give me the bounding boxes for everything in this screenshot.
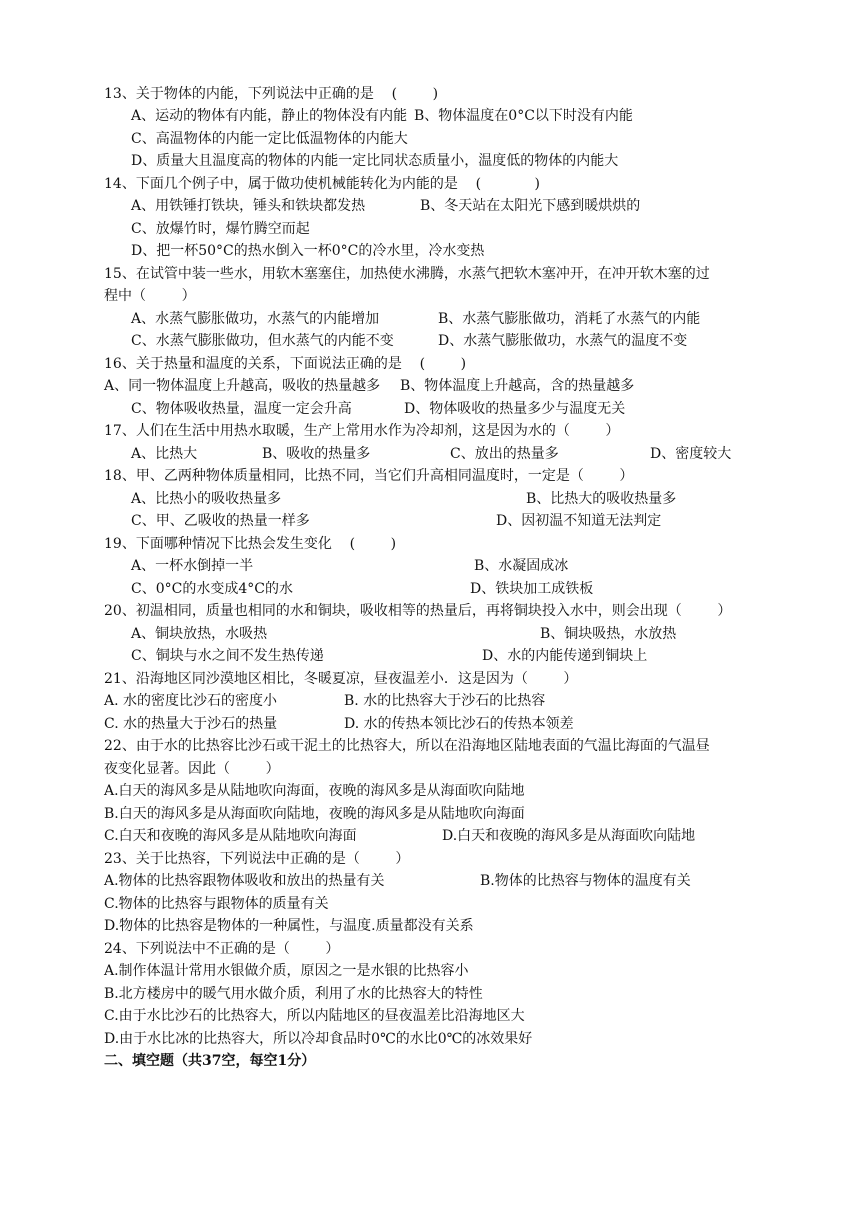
question-21-option-c: C. 水的热量大于沙石的热量	[104, 716, 278, 732]
question-20-option-b: B、铜块吸热，水放热	[540, 626, 677, 642]
question-21-option-a: A. 水的密度比沙石的密度小	[104, 693, 278, 709]
question-13-stem: 13、关于物体的内能，下列说法中正确的是 ( )	[104, 86, 439, 102]
question-24-option-d: D.由于水比冰的比热容大，所以冷却食品时0℃的水比0℃的冰效果好	[104, 1031, 533, 1047]
question-21-option-d: D. 水的传热本领比沙石的传热本领差	[344, 716, 574, 732]
question-20-option-c: C、铜块与水之间不发生热传递	[131, 648, 324, 664]
question-22-option-a: A.白天的海风多是从陆地吹向海面，夜晚的海风多是从海面吹向陆地	[104, 783, 525, 799]
question-15-option-d: D、水蒸气膨胀做功，水蒸气的温度不变	[438, 333, 688, 349]
question-15-option-b: B、水蒸气膨胀做功，消耗了水蒸气的内能	[438, 311, 701, 327]
question-24-option-b: B.北方楼房中的暖气用水做介质，利用了水的比热容大的特性	[104, 986, 483, 1002]
question-15-stem-line1: 15、在试管中装一些水，用软木塞塞住，加热使水沸腾，水蒸气把软木塞冲开，在冲开软木塞的过	[104, 266, 710, 282]
question-14-option-d: D、把一杯50°C的热水倒入一杯0°C的冷水里，冷水变热	[131, 243, 485, 259]
question-17-stem: 17、人们在生活中用热水取暖，生产上常用水作为冷却剂，这是因为水的（ ）	[104, 423, 620, 439]
question-23-option-b: B.物体的比热容与物体的温度有关	[480, 873, 691, 889]
question-17-option-b: B、吸收的热量多	[262, 446, 371, 462]
question-17-option-d: D、密度较大	[650, 446, 732, 462]
question-14-stem: 14、下面几个例子中，属于做功使机械能转化为内能的是 ( )	[104, 176, 540, 192]
question-17-option-c: C、放出的热量多	[450, 446, 559, 462]
question-22-option-d: D.白天和夜晚的海风多是从海面吹向陆地	[442, 828, 696, 844]
question-23-option-a: A.物体的比热容跟物体吸收和放出的热量有关	[104, 873, 385, 889]
question-13-option-d: D、质量大且温度高的物体的内能一定比同状态质量小，温度低的物体的内能大	[131, 153, 619, 169]
question-20-option-a: A、铜块放热，水吸热	[131, 626, 268, 642]
question-18-option-a: A、比热小的吸收热量多	[131, 491, 282, 507]
question-15-option-c: C、水蒸气膨胀做功，但水蒸气的内能不变	[131, 333, 394, 349]
question-20-option-d: D、水的内能传递到铜块上	[482, 648, 648, 664]
question-19-option-d: D、铁块加工成铁板	[470, 581, 594, 597]
question-24-stem: 24、下列说法中不正确的是（ ）	[104, 941, 340, 957]
question-14-option-c: C、放爆竹时，爆竹腾空而起	[131, 221, 310, 237]
question-15-stem-line2: 程中（ ）	[104, 288, 196, 304]
question-23-option-d: D.物体的比热容是物体的一种属性，与温度.质量都没有关系	[104, 918, 474, 934]
question-19-stem: 19、下面哪种情况下比热会发生变化 ( )	[104, 536, 397, 552]
question-23-stem: 23、关于比热容，下列说法中正确的是（ ）	[104, 851, 410, 867]
question-22-stem-line1: 22、由于水的比热容比沙石或干泥土的比热容大，所以在沿海地区陆地表面的气温比海面的气温昼	[104, 738, 710, 754]
question-19-option-b: B、水凝固成冰	[474, 558, 569, 574]
question-24-option-a: A.制作体温计常用水银做介质，原因之一是水银的比热容小	[104, 963, 469, 979]
question-23-option-c: C.物体的比热容与跟物体的质量有关	[104, 896, 329, 912]
question-16-option-b: B、物体温度上升越高，含的热量越多	[400, 378, 635, 394]
question-16-option-d: D、物体吸收的热量多少与温度无关	[404, 401, 626, 417]
question-19-option-c: C、0°C的水变成4°C的水	[131, 581, 293, 597]
question-17-option-a: A、比热大	[131, 446, 198, 462]
question-14-option-b: B、冬天站在太阳光下感到暖烘烘的	[420, 198, 641, 214]
question-18-stem: 18、甲、乙两种物体质量相同，比热不同，当它们升高相同温度时，一定是（ ）	[104, 468, 634, 484]
question-22-option-c: C.白天和夜晚的海风多是从陆地吹向海面	[104, 828, 357, 844]
question-18-option-b: B、比热大的吸收热量多	[526, 491, 677, 507]
question-13-option-a: A、运动的物体有内能，静止的物体没有内能	[131, 108, 408, 124]
question-16-stem: 16、关于热量和温度的关系，下面说法正确的是 ( )	[104, 356, 467, 372]
question-14-option-a: A、用铁锤打铁块，锤头和铁块都发热	[131, 198, 366, 214]
question-16-option-c: C、物体吸收热量，温度一定会升高	[131, 401, 352, 417]
question-13-option-c: C、高温物体的内能一定比低温物体的内能大	[131, 131, 408, 147]
question-18-option-c: C、甲、乙吸收的热量一样多	[131, 513, 310, 529]
question-24-option-c: C.由于水比沙石的比热容大，所以内陆地区的昼夜温差比沿海地区大	[104, 1008, 525, 1024]
section-2-heading: 二、填空题（共37空，每空1分）	[104, 1053, 316, 1069]
question-21-option-b: B. 水的比热容大于沙石的比热容	[344, 693, 546, 709]
question-20-stem: 20、初温相同，质量也相同的水和铜块，吸收相等的热量后，再将铜块投入水中，则会出现（ ）	[104, 603, 732, 619]
question-16-option-a: A、同一物体温度上升越高，吸收的热量越多	[104, 378, 381, 394]
question-21-stem: 21、沿海地区同沙漠地区相比，冬暖夏凉，昼夜温差小．这是因为（ ）	[104, 671, 578, 687]
question-18-option-d: D、因初温不知道无法判定	[496, 513, 662, 529]
question-15-option-a: A、水蒸气膨胀做功，水蒸气的内能增加	[131, 311, 380, 327]
question-22-stem-line2: 夜变化显著。因此（ ）	[104, 761, 280, 777]
question-13-option-b: B、物体温度在0°C以下时没有内能	[414, 108, 633, 124]
question-22-option-b: B.白天的海风多是从海面吹向陆地，夜晚的海风多是从陆地吹向海面	[104, 806, 525, 822]
question-19-option-a: A、一杯水倒掉一半	[131, 558, 254, 574]
